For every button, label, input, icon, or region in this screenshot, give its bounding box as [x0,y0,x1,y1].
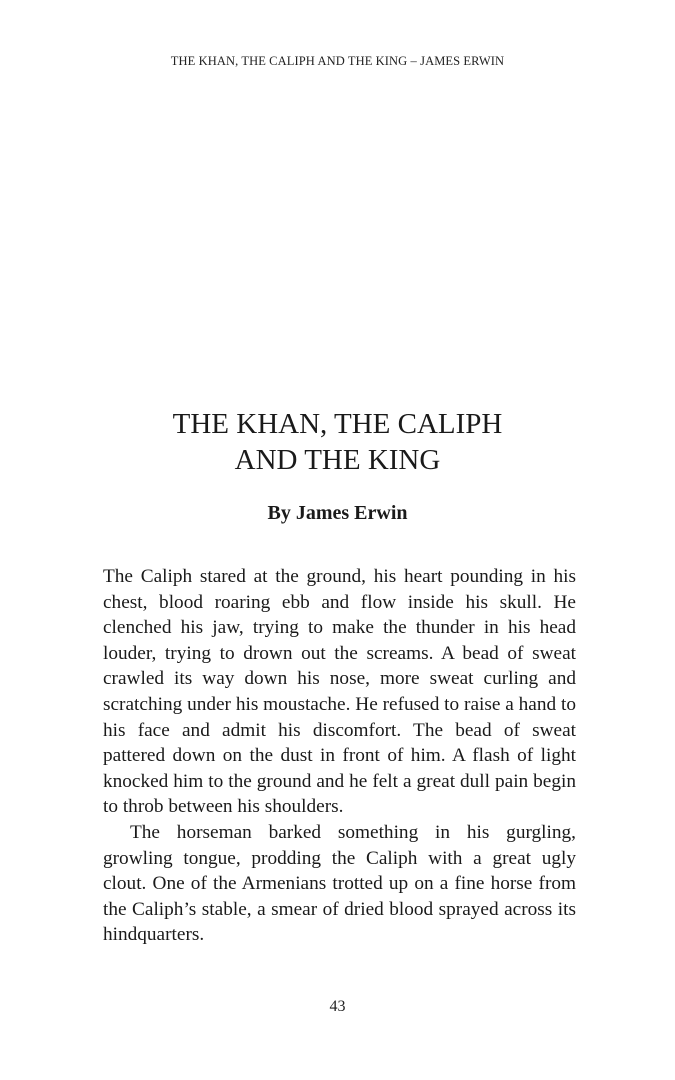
paragraph: The Caliph stared at the ground, his heart pounding in his chest, blood roaring ebb and flow inside his skull. He clenched his jaw, trying to make the thunder in his head louder, trying to drown out the screams. A bead of sweat crawled its way down his nose, more sweat curling and scratching under his moustache. He refused to raise a hand to his face and admit his discomfort. The bead of sweat pattered down on the dust in front of him. A flash of light knocked him to the ground and he felt a great dull pain begin to throb between his shoulders. [103,566,576,818]
body-text [103,564,576,948]
chapter-title-line-1: THE KHAN, THE CALIPH [172,408,503,440]
running-header: THE KHAN, THE CALIPH AND THE KING – JAMES ERWIN [170,54,505,68]
chapter-title-line-2: AND THE KING [234,444,441,476]
paragraph: The horseman barked something in his gurgling, growling tongue, prodding the Caliph with a great ugly clout. One of the Armenians trotted up on a fine horse from the Caliph’s stable, a smear of dried blood sprayed across its hindquarters. [103,821,576,946]
author-byline: By James Erwin [267,502,408,524]
page-number: 43 [329,998,346,1015]
chapter-title [0,406,675,478]
